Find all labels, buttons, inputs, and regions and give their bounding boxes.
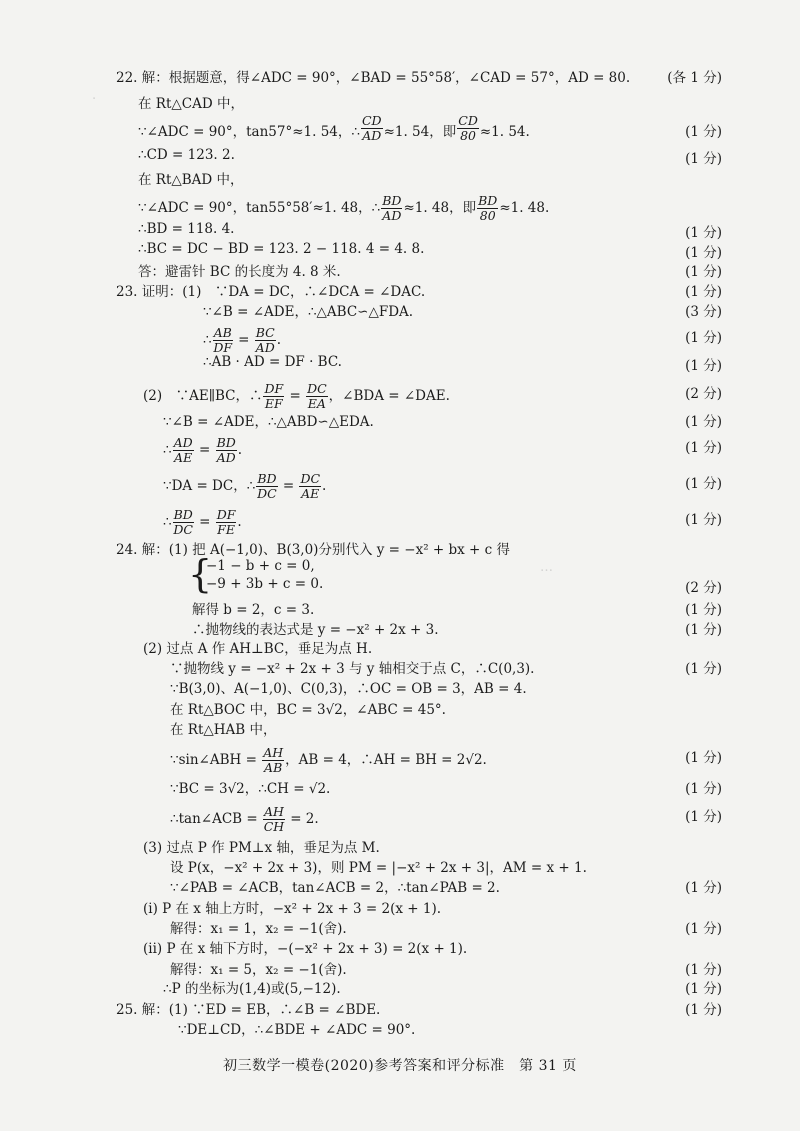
answer-line: [0, 698, 800, 720]
fraction: $\frac{AH}{AB}$: [263, 745, 284, 775]
answer-line: [0, 917, 800, 939]
answer-line: [0, 92, 800, 114]
line-text: (3) 过点 P 作 PM⊥x 轴，垂足为点 M.: [143, 840, 380, 856]
answer-line: [0, 576, 800, 598]
line-text: ∵∠PAB = ∠ACB，tan∠ACB = 2，∴tan∠PAB = 2.: [170, 880, 500, 896]
line-text: 解得 b = 2，c = 3.: [192, 602, 315, 618]
fraction: $\frac{AB}{DF}$: [213, 325, 233, 355]
score-label: (1 分): [685, 414, 722, 430]
line-text: ∴tan∠ACB = $\frac{AH}{CH}$ = 2.: [170, 804, 319, 834]
answer-line: [0, 538, 800, 560]
answer-line: [0, 777, 800, 799]
bleed-through-text: …: [540, 560, 553, 575]
line-text: ∴ $\frac{BD}{DC}$ = $\frac{DF}{FE}$ .: [163, 507, 242, 537]
line-text: ∵DE⊥CD，∴∠BDE + ∠ADC = 90°.: [178, 1022, 416, 1038]
line-text: −9 + 3b + c = 0.: [206, 576, 324, 592]
score-label: (1 分): [685, 622, 722, 638]
bleed-through-text: .: [92, 88, 97, 103]
line-text: ∴抛物线的表达式是 y = −x² + 2x + 3.: [192, 622, 439, 638]
score-label: (1 分): [685, 225, 722, 241]
line-text: 在 Rt△BAD 中，: [138, 172, 244, 188]
line-text: (2) ∵AE∥BC，∴ $\frac{DF}{EF}$ = $\frac{DC}{EA}$ ，∠BDA = ∠DAE.: [143, 381, 450, 411]
line-text: 在 Rt△HAB 中，: [170, 722, 277, 738]
fraction: $\frac{AD}{AE}$: [173, 435, 193, 465]
answer-line: [0, 856, 800, 878]
line-text: 设 P(x，−x² + 2x + 3)，则 PM = |−x² + 2x + 3|，AM = x + 1.: [170, 860, 587, 876]
answer-line: [0, 657, 800, 679]
fraction: $\frac{CD}{AD}$: [361, 113, 382, 143]
answer-line: [0, 464, 800, 501]
score-label: (1 分): [685, 358, 722, 374]
answer-line: [0, 637, 800, 659]
fraction: $\frac{BD}{AD}$: [382, 193, 402, 223]
page-footer: 初三数学一模卷(2020)参考答案和评分标准 第 31 页: [223, 1058, 577, 1074]
line-text: ∵∠B = ∠ADE，∴△ABD∽△EDA.: [163, 414, 374, 430]
fraction: $\frac{DF}{FE}$: [216, 507, 236, 537]
line-text: −1 − b + c = 0,: [206, 558, 315, 574]
answer-line: [0, 147, 800, 169]
fraction: $\frac{BD}{80}$: [478, 193, 498, 223]
answer-line: [0, 718, 800, 740]
equation-system-brace: {: [188, 552, 213, 596]
answer-line: [0, 797, 800, 834]
score-label: (1 分): [685, 245, 722, 261]
score-label: (1 分): [685, 440, 722, 456]
answer-line: [0, 738, 800, 775]
fraction: $\frac{BD}{DC}$: [257, 471, 277, 501]
fraction: $\frac{BC}{AD}$: [255, 325, 275, 355]
line-text: 在 Rt△BOC 中，BC = 3√2，∠ABC = 45°.: [170, 702, 446, 718]
score-label: (1 分): [685, 151, 722, 167]
score-label: (1 分): [685, 284, 722, 300]
line-text: ∴BC = DC − BD = 123. 2 − 118. 4 = 4. 8.: [138, 241, 425, 257]
answer-line: [0, 374, 800, 411]
answer-line: [0, 1018, 800, 1040]
answer-line: [0, 428, 800, 465]
answer-line: [0, 677, 800, 699]
score-label: (1 分): [685, 512, 722, 528]
line-text: ∵BC = 3√2，∴CH = √2.: [170, 781, 331, 797]
line-text: (i) P 在 x 轴上方时，−x² + 2x + 3 = 2(x + 1).: [143, 901, 442, 917]
fraction: $\frac{BD}{AD}$: [216, 435, 236, 465]
score-label: (1 分): [685, 264, 722, 280]
line-text: ∴ $\frac{AB}{DF}$ = $\frac{BC}{AD}$ .: [203, 325, 281, 355]
answer-line: [0, 221, 800, 243]
line-text: ∵∠B = ∠ADE，∴△ABC∽△FDA.: [203, 304, 414, 320]
score-label: (各 1 分): [667, 70, 722, 86]
score-label: (1 分): [685, 476, 722, 492]
fraction: $\frac{DC}{AE}$: [300, 471, 321, 501]
line-text: ∵DA = DC，∴ $\frac{BD}{DC}$ = $\frac{DC}{AE}$ .: [163, 471, 327, 501]
line-text: ∵∠ADC = 90°，tan57°≈1. 54，∴ $\frac{CD}{AD}$ ≈1. 54，即 $\frac{CD}{80}$ ≈1. 54.: [138, 113, 530, 143]
line-text: ∵抛物线 y = −x² + 2x + 3 与 y 轴相交于点 C，∴C(0,3).: [170, 661, 535, 677]
answer-line: [0, 260, 800, 282]
fraction: $\frac{CD}{80}$: [458, 113, 478, 143]
answer-line: [0, 112, 800, 144]
answer-line: [0, 598, 800, 620]
score-label: (1 分): [685, 124, 722, 140]
line-text: (ii) P 在 x 轴下方时，−(−x² + 2x + 3) = 2(x + 1).: [143, 941, 468, 957]
line-text: ∴P 的坐标为(1,4)或(5,−12).: [163, 981, 341, 997]
answer-line: [0, 318, 800, 355]
score-label: (1 分): [685, 330, 722, 346]
score-label: (1 分): [685, 880, 722, 896]
answer-line: [0, 66, 800, 88]
line-text: 解得：x₁ = 5，x₂ = −1(舍).: [170, 962, 347, 978]
answer-line: [0, 977, 800, 999]
fraction: $\frac{BD}{DC}$: [173, 507, 193, 537]
line-text: ∵sin∠ABH = $\frac{AH}{AB}$ ，AB = 4，∴AH = BH = 2√2.: [170, 745, 487, 775]
score-label: (1 分): [685, 962, 722, 978]
line-text: ∴ $\frac{AD}{AE}$ = $\frac{BD}{AD}$ .: [163, 435, 243, 465]
fraction: $\frac{DC}{EA}$: [307, 381, 327, 411]
score-label: (1 分): [685, 781, 722, 797]
score-label: (1 分): [685, 661, 722, 677]
line-text: ∴BD = 118. 4.: [138, 221, 235, 237]
line-text: 25. 解：(1) ∵ED = EB，∴∠B = ∠BDE.: [116, 1002, 381, 1018]
line-text: ∵B(3,0)、A(−1,0)、C(0,3)，∴OC = OB = 3，AB = 4.: [170, 681, 527, 697]
score-label: (1 分): [685, 809, 722, 825]
line-text: ∴AB · AD = DF · BC.: [203, 354, 342, 370]
line-text: (2) 过点 A 作 AH⊥BC，垂足为点 H.: [143, 641, 373, 657]
answer-line: [0, 998, 800, 1020]
answer-line: [0, 500, 800, 537]
line-text: ∴CD = 123. 2.: [138, 147, 235, 163]
fraction: $\frac{AH}{CH}$: [263, 804, 285, 834]
answer-line: [0, 354, 800, 376]
line-text: 24. 解：(1) 把 A(−1,0)、B(3,0)分别代入 y = −x² + bx + c 得: [116, 542, 510, 558]
line-text: 解得：x₁ = 1，x₂ = −1(舍).: [170, 921, 347, 937]
line-text: 22. 解：根据题意，得∠ADC = 90°，∠BAD = 55°58′，∠CAD = 57°，AD = 80.: [116, 70, 631, 86]
fraction: $\frac{DF}{EF}$: [264, 381, 284, 411]
answer-line: [0, 280, 800, 302]
answer-line: [0, 876, 800, 898]
line-text: ∵∠ADC = 90°，tan55°58′≈1. 48，∴ $\frac{BD}{AD}$ ≈1. 48，即 $\frac{BD}{80}$ ≈1. 48.: [138, 193, 550, 223]
score-label: (1 分): [685, 981, 722, 997]
line-text: 在 Rt△CAD 中，: [138, 96, 244, 112]
score-label: (1 分): [685, 1002, 722, 1018]
score-label: (1 分): [685, 602, 722, 618]
score-label: (1 分): [685, 750, 722, 766]
answer-line: [0, 836, 800, 858]
score-label: (2 分): [685, 386, 722, 402]
answer-line: [0, 937, 800, 959]
score-label: (3 分): [685, 304, 722, 320]
score-label: (2 分): [685, 580, 722, 596]
line-text: 23. 证明：(1) ∵DA = DC，∴∠DCA = ∠DAC.: [116, 284, 426, 300]
answer-line: [0, 186, 800, 223]
line-text: 答：避雷针 BC 的长度为 4. 8 米.: [138, 264, 341, 280]
answer-line: [0, 897, 800, 919]
score-label: (1 分): [685, 921, 722, 937]
